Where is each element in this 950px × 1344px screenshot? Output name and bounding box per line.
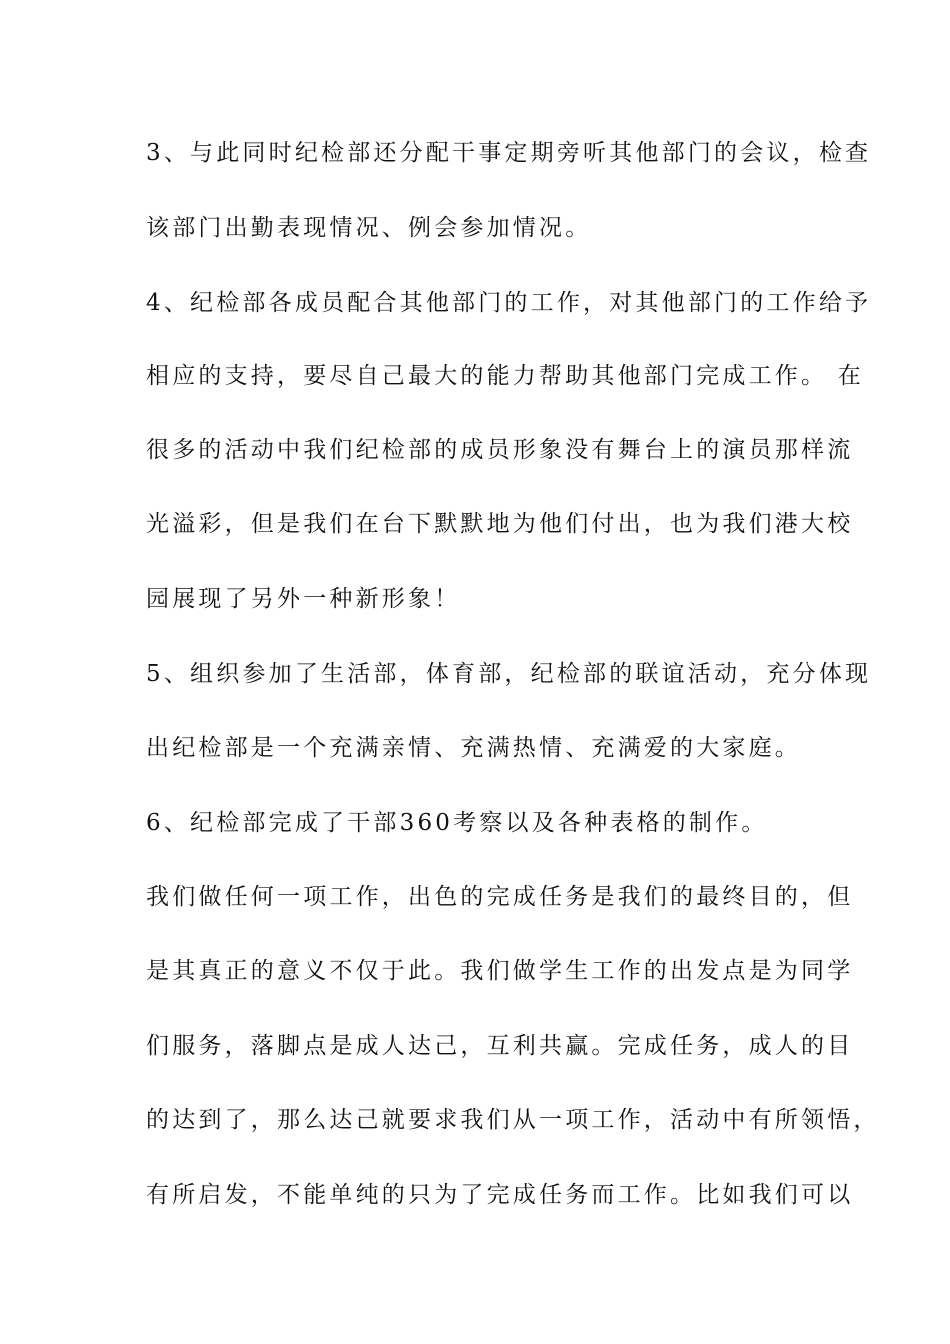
text-line: 有所启发，不能单纯的只为了完成任务而工作。比如我们可以 — [146, 1182, 854, 1208]
text-line: 光溢彩，但是我们在台下默默地为他们付出，也为我们港大校 — [146, 511, 854, 537]
text-line: 的达到了，那么达己就要求我们从一项工作，活动中有所领悟， — [146, 1107, 880, 1133]
text-line: 出纪检部是一个充满亲情、充满热情、充满爱的大家庭。 — [146, 735, 801, 761]
text-line: 3、与此同时纪检部还分配干事定期旁听其他部门的会议，检查 — [146, 140, 872, 166]
text-line: 很多的活动中我们纪检部的成员形象没有舞台上的演员那样流 — [146, 437, 854, 463]
text-line: 园展现了另外一种新形象！ — [146, 586, 461, 612]
text-line: 4、纪检部各成员配合其他部门的工作，对其他部门的工作给予 — [146, 290, 872, 316]
text-line: 6、纪检部完成了干部360考察以及各种表格的制作。 — [146, 810, 768, 836]
text-line: 们服务，落脚点是成人达己，互利共赢。完成任务，成人的目 — [146, 1033, 854, 1059]
text-line: 相应的支持，要尽自己最大的能力帮助其他部门完成工作。 在 — [146, 363, 864, 389]
text-line: 是其真正的意义不仅于此。我们做学生工作的出发点是为同学 — [146, 958, 854, 984]
text-line: 该部门出勤表现情况、例会参加情况。 — [146, 215, 592, 241]
text-line: 5、组织参加了生活部，体育部，纪检部的联谊活动，充分体现 — [146, 661, 872, 687]
text-line: 我们做任何一项工作，出色的完成任务是我们的最终目的，但 — [146, 884, 854, 910]
